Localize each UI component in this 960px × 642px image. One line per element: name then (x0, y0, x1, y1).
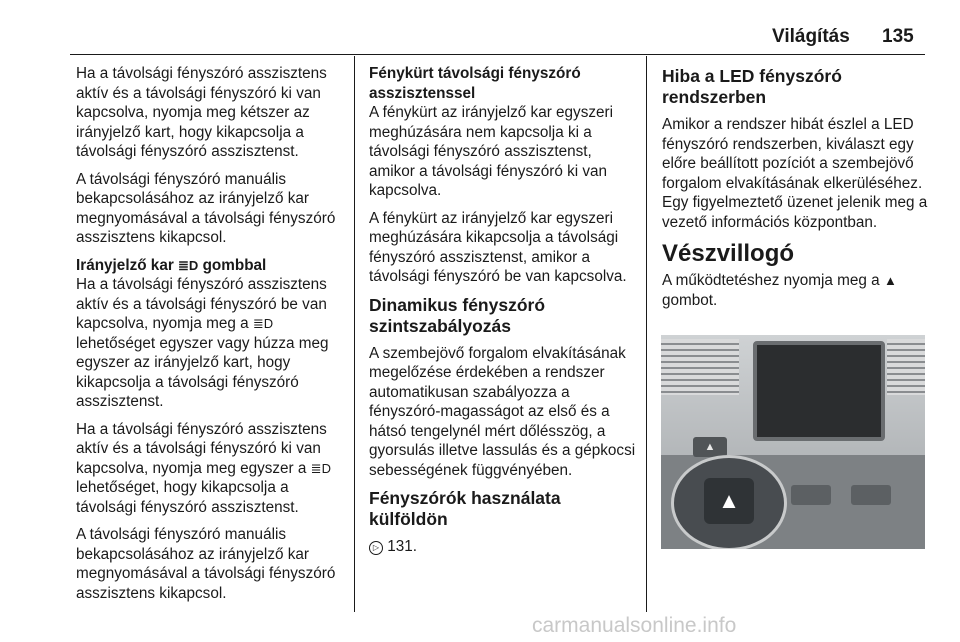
heading-led-fault: Hiba a LED fényszóró rendszerben (662, 66, 842, 107)
paragraph-text: Ha a távolsági fényszóró asszisztens aktív és a távolsági fényszóró ki van kapcsolva, nyomja meg egyszer a (76, 420, 327, 477)
page-number: 135 (882, 26, 914, 47)
subheading-text: Irányjelző kar (76, 256, 174, 274)
hazard-button: ▲ (693, 437, 727, 457)
paragraph-text: gombot. (662, 291, 718, 309)
subheading-text: gombbal (202, 256, 267, 274)
section-title: Világítás (772, 26, 850, 47)
paragraph-text: A működtetéshez nyomja meg a (662, 272, 880, 289)
control-knob (791, 485, 831, 505)
hazard-icon: ▲ (883, 273, 897, 288)
heading-hazard: Vészvillogó (662, 240, 795, 267)
high-beam-icon: ≣D (252, 316, 274, 331)
reference-arrow-icon: ▷ (369, 541, 383, 555)
paragraph: A fénykürt az irányjelző kar egyszeri meghúzására kikapcsolja a távolsági fényszóró asszisztenst, amikor a távolsági fényszóró be van kapcsolva. (369, 209, 627, 285)
hazard-button-zoom: ▲ (704, 478, 754, 524)
high-beam-icon: ≣D (178, 257, 199, 273)
paragraph (76, 275, 346, 412)
paragraph (76, 420, 346, 518)
paragraph-text: lehetőséget, hogy kikapcsolja a távolsági fényszóró asszisztenst. (76, 479, 299, 516)
dashboard-photo (661, 335, 925, 549)
paragraph-text: lehetőséget egyszer vagy húzza meg egyszer az irányjelző kart, hogy kikapcsolja a távolsági fényszóró asszisztenst. (76, 334, 329, 410)
header-rule (70, 54, 925, 55)
reference-text: 131. (387, 538, 418, 555)
column-1 (76, 64, 346, 611)
control-knob (851, 485, 891, 505)
paragraph: A távolsági fényszóró manuális bekapcsolásához az irányjelző kar megnyomásával a távolsági fényszóró asszisztens kikapcsol. (76, 526, 336, 602)
column-3 (662, 64, 930, 318)
page-header (0, 0, 960, 56)
paragraph (662, 271, 930, 310)
column-divider-1 (354, 56, 355, 612)
high-beam-icon: ≣D (310, 460, 331, 476)
heading-dynamic-leveling: Dinamikus fényszóró szintszabályozás (369, 294, 546, 336)
paragraph: Amikor a rendszer hibát észlel a LED fényszóró rendszerben, kiválaszt egy előre beállított pozíciót a szembejövő forgalom elvakításának elkerüléséhez. Egy figyelmeztető üzenet jelenik meg a vezető információs központban. (662, 116, 928, 231)
air-vent (661, 339, 739, 395)
heading-abroad: Fényszórók használata külföldön (369, 488, 561, 529)
air-vent (887, 339, 925, 395)
column-2 (369, 64, 639, 565)
column-divider-2 (646, 56, 647, 612)
watermark: carmanualsonline.info (532, 614, 737, 637)
subheading-lever-button (76, 256, 346, 276)
zoom-inset (671, 455, 787, 549)
paragraph: A fénykürt az irányjelző kar egyszeri meghúzására nem kapcsolja ki a távolsági fényszóró asszisztenst, amikor a távolsági fényszóró ki van kapcsolva. (369, 104, 614, 199)
paragraph: A szembejövő forgalom elvakításának megelőzése érdekében a rendszer automatikusan szabályozza a fényszóró-magasságot az első és a hátsó tengelynél mért dőlésszög, a gyorsulás illetve lassulás és a gépkocsi sebességének függvényében. (369, 344, 636, 479)
page-reference[interactable] (369, 537, 639, 557)
infotainment-screen (753, 341, 885, 441)
paragraph-text: Ha a távolsági fényszóró asszisztens aktív és a távolsági fényszóró be van kapcsolva, nyomja meg a (76, 276, 327, 332)
subheading-flash: Fénykürt távolsági fényszóró asszisztenssel (369, 65, 581, 102)
paragraph: A távolsági fényszóró manuális bekapcsolásához az irányjelző kar megnyomásával a távolsági fényszóró asszisztens kikapcsol. (76, 170, 336, 246)
paragraph: Ha a távolsági fényszóró asszisztens aktív és a távolsági fényszóró ki van kapcsolva, nyomja meg kétszer az irányjelző kart, hogy kikapcsolja a távolsági fényszóró asszisztenst. (76, 65, 327, 160)
